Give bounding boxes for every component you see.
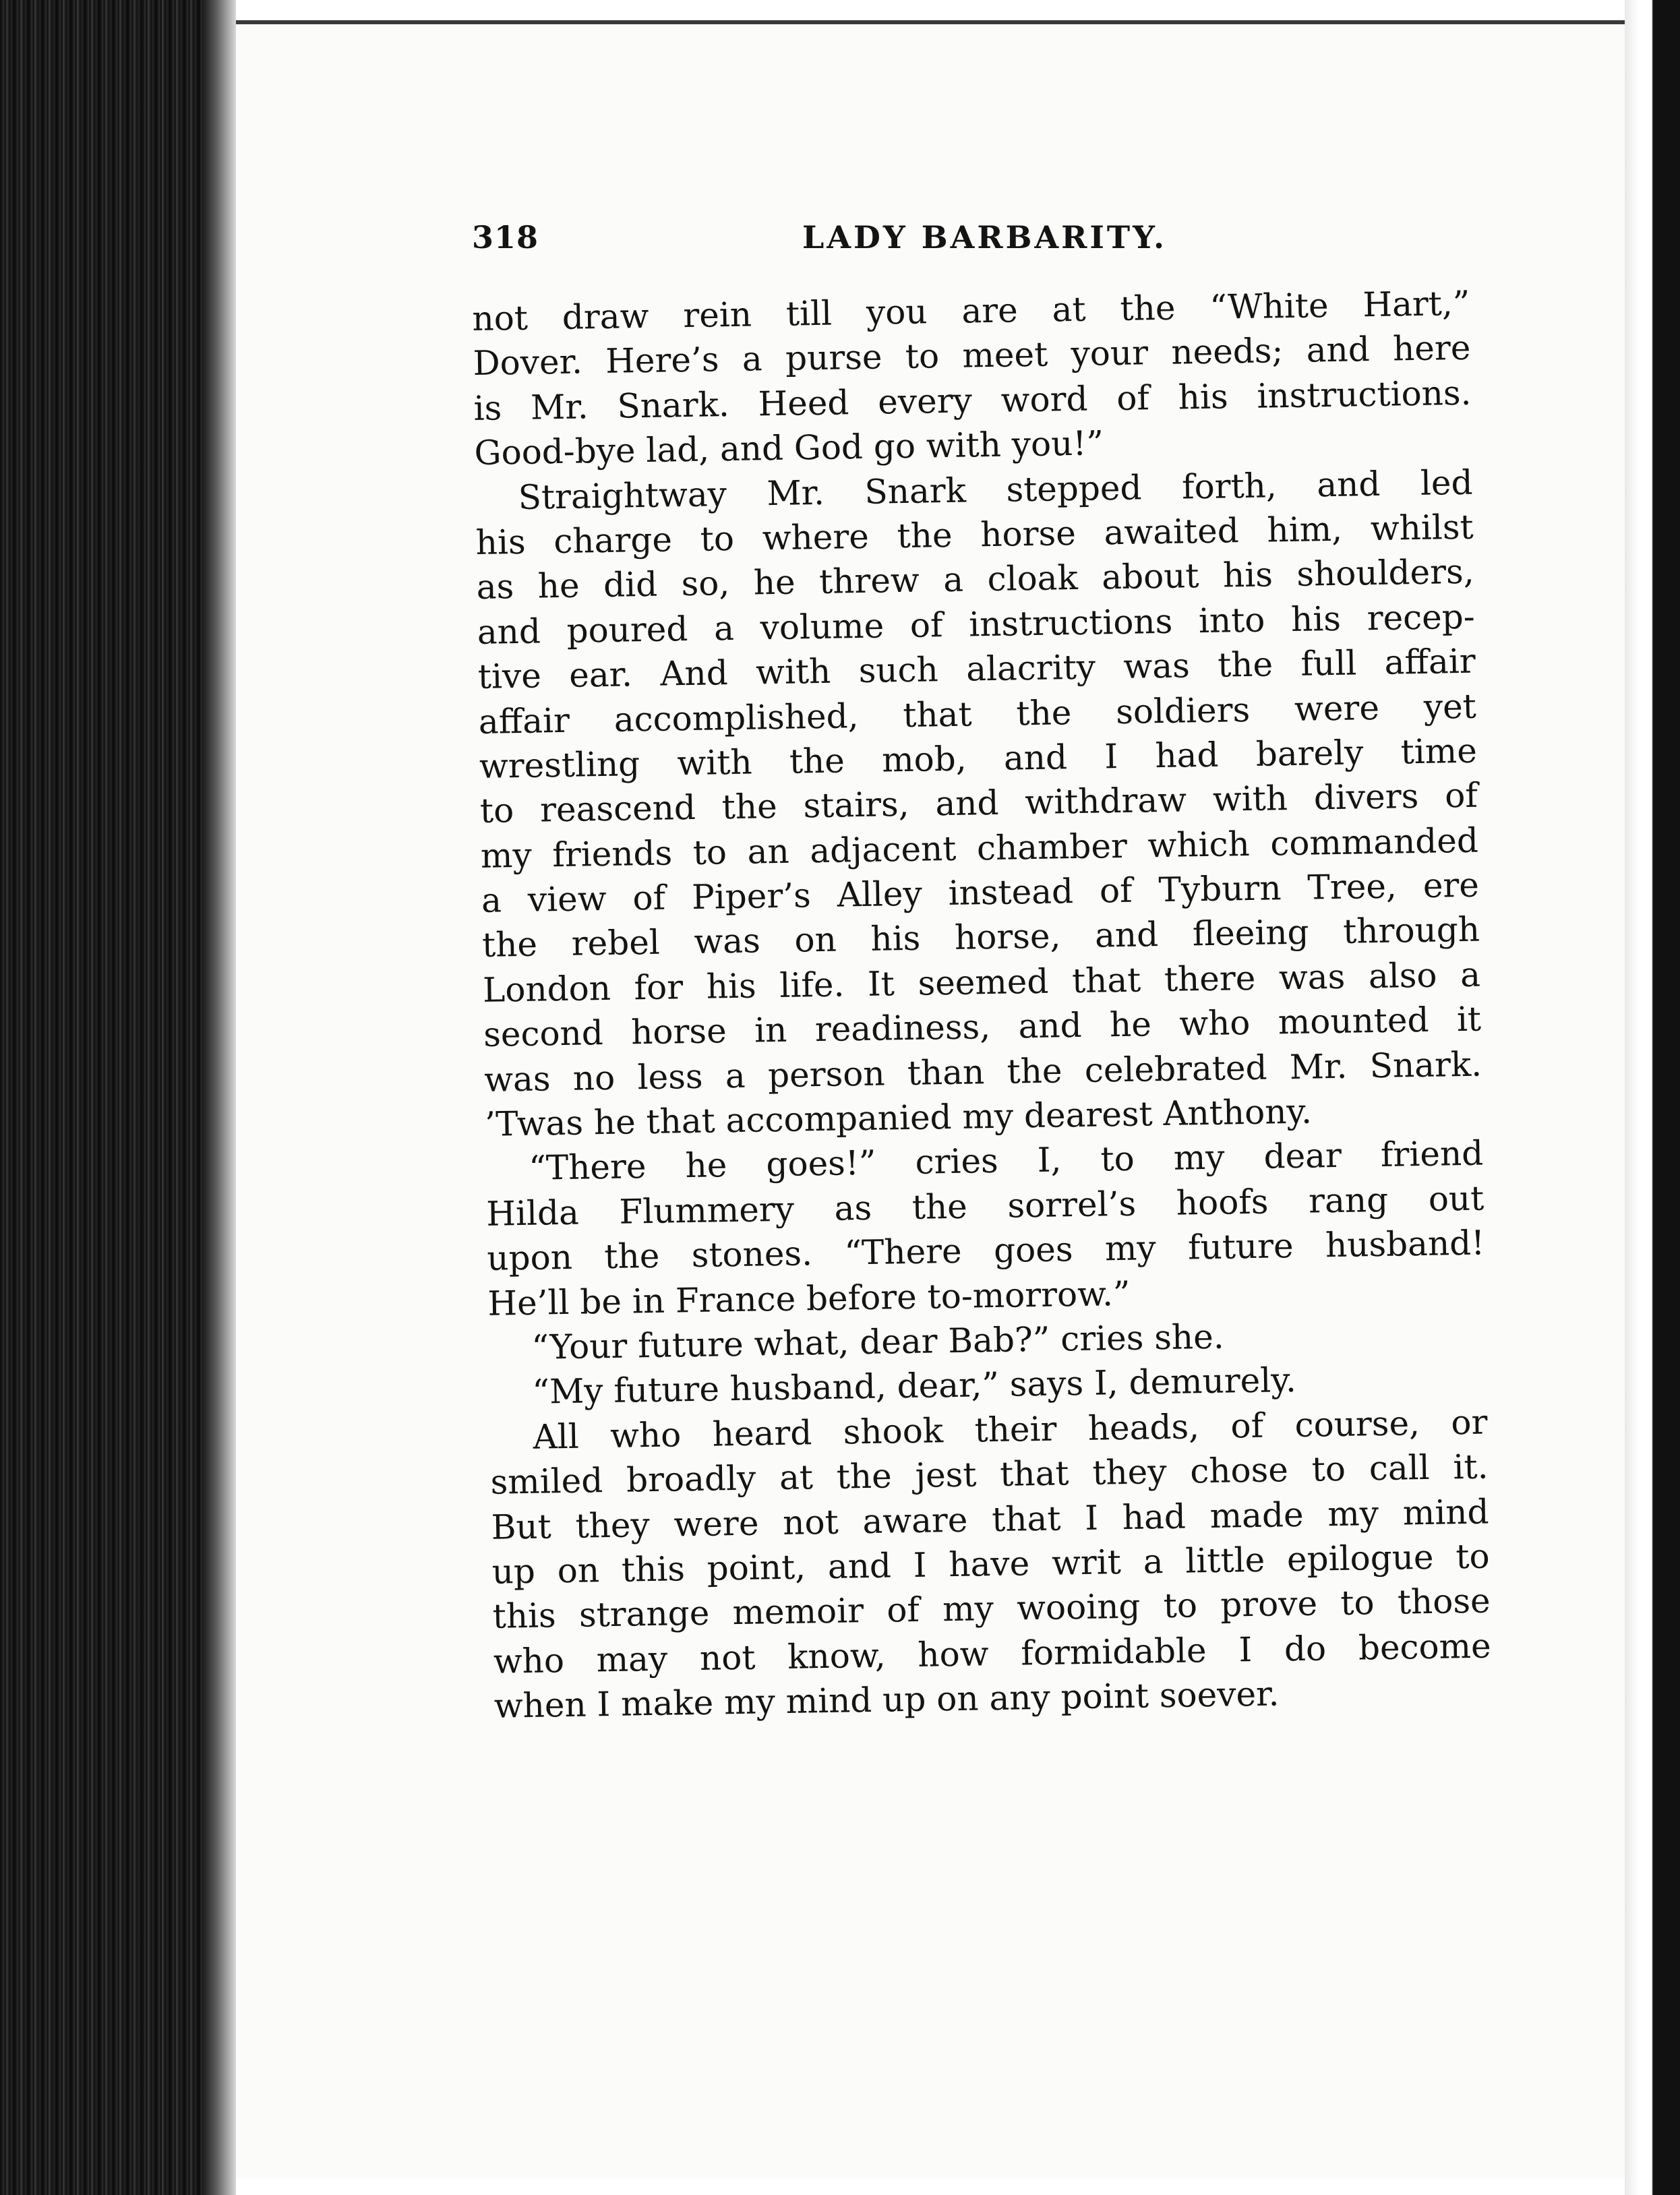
text-line: “Your future what, dear Bab?” cries she. [531, 1317, 1225, 1367]
next-leaf-edge [1625, 0, 1680, 2195]
text-line: as he did so, he threw a cloak about his shoulders, [476, 552, 1475, 607]
text-line: not draw rein till you are at the “White Hart,” [472, 283, 1470, 338]
page-gutter-shadow [202, 0, 236, 2195]
text-line: Straightway Mr. Snark stepped forth, and led [518, 462, 1473, 517]
text-line: But they were not aware that I had made my mind [491, 1492, 1489, 1547]
text-line: his charge to where the horse awaited him, whilst [475, 507, 1474, 562]
text-line: and poured a volume of instructions into his recep- [477, 597, 1476, 652]
text-line: tive ear. And with such alacrity was the full affair [477, 641, 1476, 697]
body-text [472, 281, 1492, 1728]
text-line: my friends to an adjacent chamber which commanded [480, 820, 1479, 876]
text-line: second horse in readiness, and he who mounted it [483, 999, 1482, 1055]
text-line: is Mr. Snark. Heed every word of his instructions. [473, 373, 1472, 428]
text-line: He’ll be in France before to-morrow.” [487, 1273, 1131, 1323]
text-line: Good-bye lad, and God go with you!” [474, 423, 1104, 473]
text-line: Dover. Here’s a purse to meet your needs; and here [473, 328, 1471, 384]
text-line: a view of Piper’s Alley instead of Tyburn Tree, ere [481, 865, 1480, 920]
text-line: All who heard shook their heads, of course, or [533, 1402, 1488, 1457]
text-line: London for his life. It seemed that there was also a [482, 955, 1481, 1010]
book-spine [0, 0, 233, 2195]
text-line: when I make my mind up on any point soever. [493, 1674, 1280, 1726]
text-line: ’Twas he that accompanied my dearest Anthony. [484, 1091, 1313, 1144]
text-line: affair accomplished, that the soldiers were yet [478, 686, 1477, 742]
page-header [472, 219, 1416, 273]
text-line: the rebel was on his horse, and fleeing through [481, 910, 1480, 965]
text-line: this strange memoir of my wooing to prove to those [492, 1581, 1491, 1637]
text-line: who may not know, how formidable I do become [493, 1626, 1492, 1681]
running-head: LADY BARBARITY. [802, 219, 1168, 255]
text-line: up on this point, and I have writ a little epilogue to [491, 1536, 1490, 1592]
text-line: was no less a person than the celebrated Mr. Snark. [483, 1044, 1482, 1100]
text-line: wrestling with the mob, and I had barely time [479, 731, 1478, 786]
text-line: upon the stones. “There goes my future husband! [486, 1223, 1485, 1279]
text-line: “There he goes!” cries I, to my dear friend [528, 1134, 1484, 1189]
text-line: smiled broadly at the jest that they chose to call it. [490, 1447, 1489, 1502]
page-number: 318 [472, 219, 539, 255]
text-line: “My future husband, dear,” says I, demurely. [532, 1360, 1297, 1412]
text-line: to reascend the stairs, and withdraw with divers of [479, 775, 1478, 831]
text-line: Hilda Flummery as the sorrel’s hoofs rang out [485, 1178, 1484, 1234]
